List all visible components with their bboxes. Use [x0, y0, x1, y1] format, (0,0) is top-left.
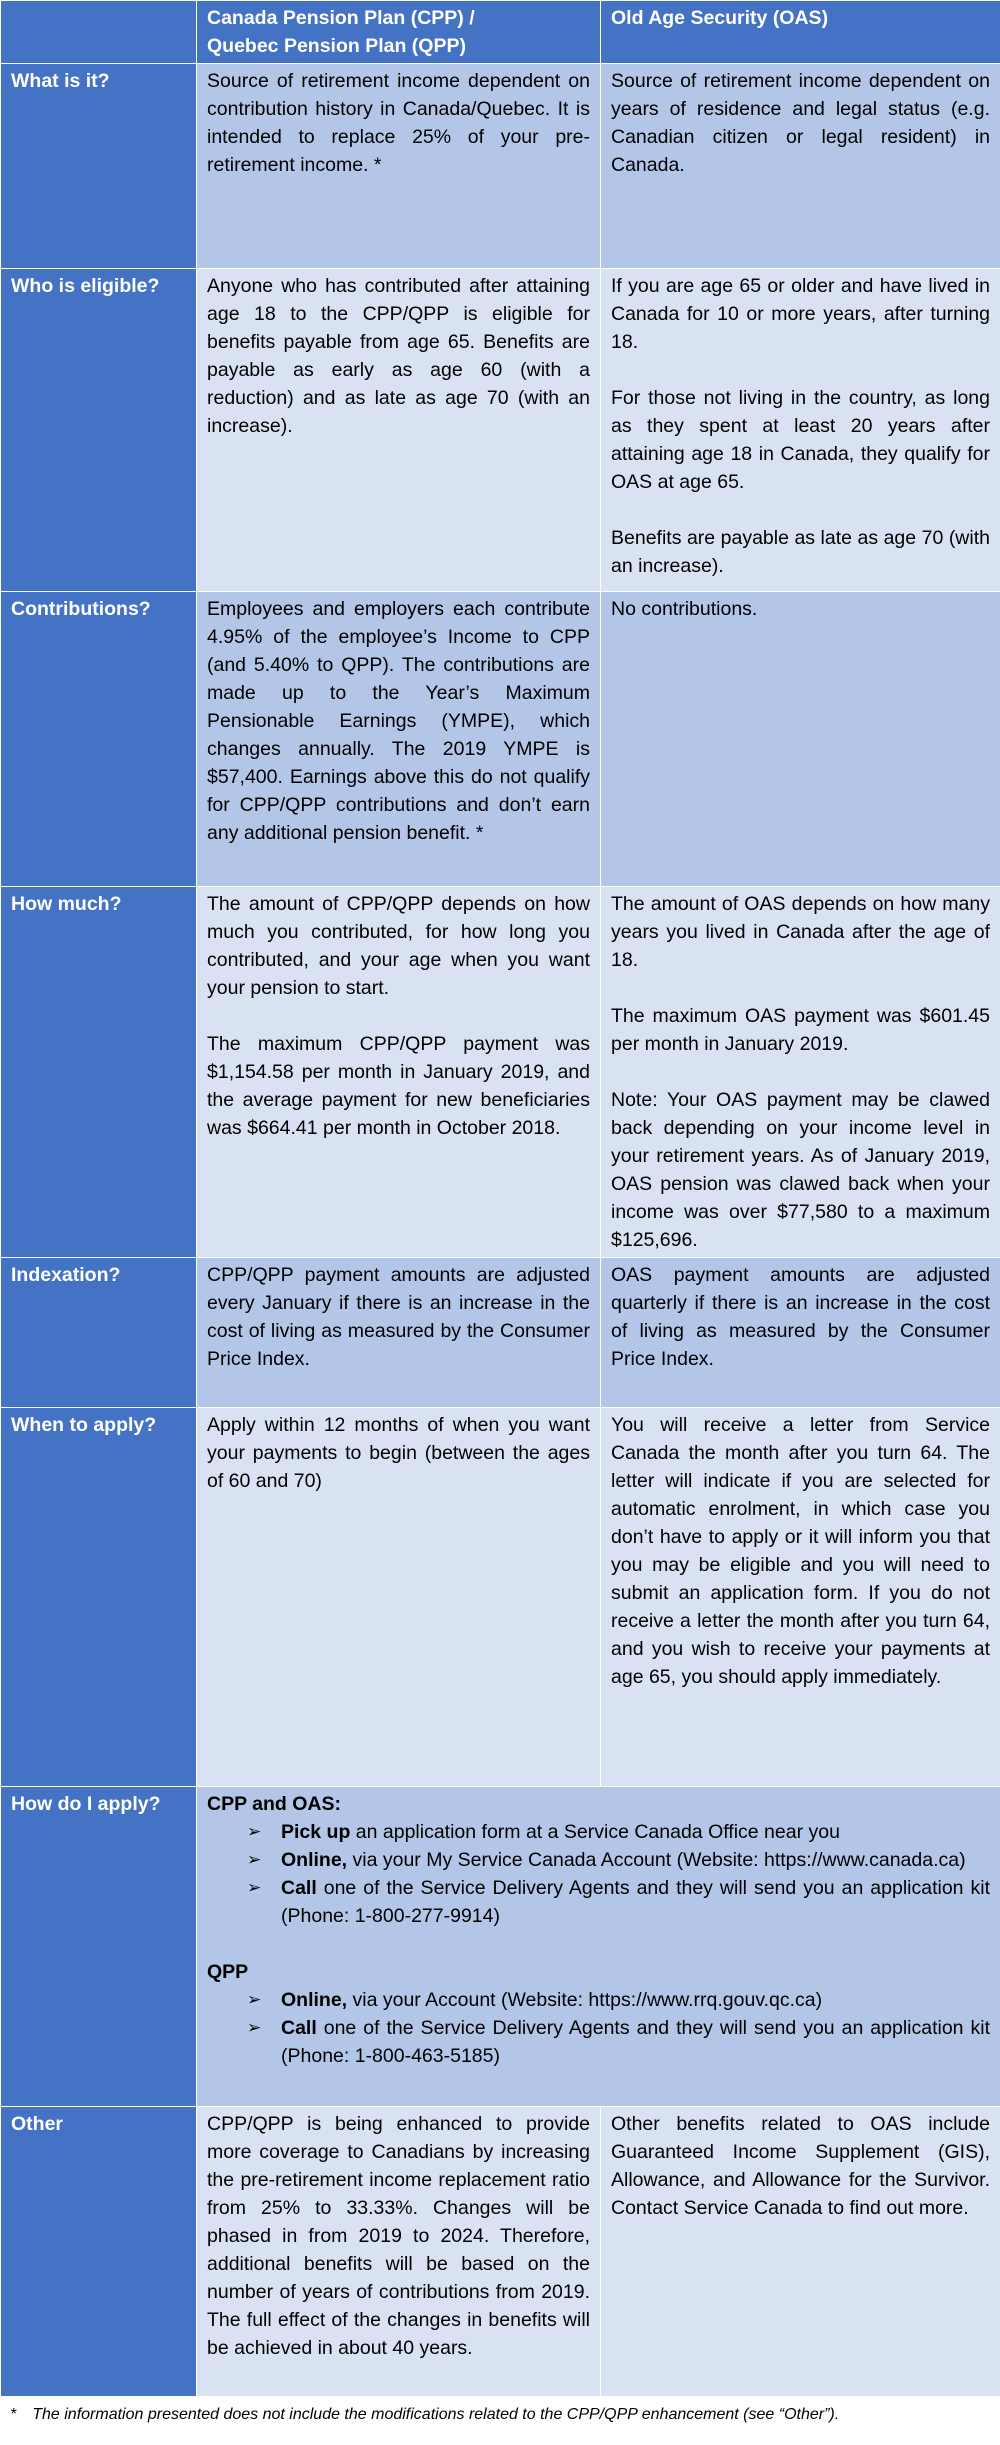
oas-cell: Other benefits related to OAS include Guaranteed Income Supplement (GIS), Allowance, and Allowance for the Survivor. Contact Service Canada to find out more. [601, 2107, 1000, 2397]
list-item: ➢ Call one of the Service Delivery Agents and they will send you an application kit (Phone: 1-800-277-9914) [247, 1874, 990, 1930]
oas-cell: If you are age 65 or older and have lived in Canada for 10 or more years, after turning 18. For those not living in the country, as long as they spent at least 20 years after attaining age 18 in Canada, they qualify for OAS at age 65. Benefits are payable as late as age 70 (with an increase). [601, 269, 1000, 592]
cpp-cell: CPP/QPP is being enhanced to provide more coverage to Canadians by increasing the pre-retirement income replacement ratio from 25% to 33.33%. Changes will be phased in from 2019 to 2024. Therefore, additional benefits will be based on the number of years of contributions from 2019. The full effect of the changes in benefits will be achieved in about 40 years. [197, 2107, 601, 2397]
footnote-marker: * [10, 2406, 17, 2423]
footnote-text: The information presented does not include the modifications related to the CPP/QPP enhancement (see “Other”). [32, 2406, 840, 2423]
row-how-do-i-apply [1, 1787, 1000, 2107]
cpp-cell: CPP/QPP payment amounts are adjusted every January if there is an increase in the cost of living as measured by the Consumer Price Index. [197, 1258, 601, 1408]
cpp-cell: Anyone who has contributed after attaining age 18 to the CPP/QPP is eligible for benefits payable from age 65. Benefits are payable as early as age 60 (with a reduction) and as late as age 70 (with an increase). [197, 269, 601, 592]
oas-cell: Source of retirement income dependent on years of residence and legal status (e.g. Canadian citizen or legal resident) in Canada. [601, 64, 1000, 269]
row-how-much [1, 887, 1000, 1258]
header-corner [1, 1, 197, 64]
row-contributions [1, 592, 1000, 887]
header-oas: Old Age Security (OAS) [601, 1, 1000, 64]
cpp-oas-list [207, 1818, 990, 1930]
footnote [0, 2404, 1000, 2426]
header-cpp-qpp: Canada Pension Plan (CPP) / Quebec Pension Plan (QPP) [197, 1, 601, 64]
cpp-cell: Source of retirement income dependent on contribution history in Canada/Quebec. It is intended to replace 25% of your pre-retirement income. * [197, 64, 601, 269]
cpp-cell: Apply within 12 months of when you want your payments to begin (between the ages of 60 and 70) [197, 1408, 601, 1787]
row-other [1, 2107, 1000, 2397]
row-who-is-eligible [1, 269, 1000, 592]
oas-cell: You will receive a letter from Service Canada the month after you turn 64. The letter will indicate if you are selected for automatic enrolment, in which case you don’t have to apply or it will inform you that you may be eligible and you will need to submit an application form. If you do not receive a letter the month after you turn 64, and you wish to receive your payments at age 65, you should apply immediately. [601, 1408, 1000, 1787]
row-indexation [1, 1258, 1000, 1408]
list-item: ➢ Pick up an application form at a Service Canada Office near you [247, 1818, 990, 1846]
row-what-is-it [1, 64, 1000, 269]
apply-cell [197, 1787, 1000, 2107]
qpp-list [207, 1986, 990, 2070]
cpp-cell: The amount of CPP/QPP depends on how much you contributed, for how long you contributed, and your age when you want your pension to start. The maximum CPP/QPP payment was $1,154.58 per month in January 2019, and the average payment for new beneficiaries was $664.41 per month in October 2018. [197, 887, 601, 1258]
cpp-cell: Employees and employers each contribute 4.95% of the employee’s Income to CPP (and 5.40% to QPP). The contributions are made up to the Year’s Maximum Pensionable Earnings (YMPE), which changes annually. The 2019 YMPE is $57,400. Earnings above this do not qualify for CPP/QPP contributions and don’t earn any additional pension benefit. * [197, 592, 601, 887]
row-label: Indexation? [1, 1258, 197, 1408]
qpp-heading: QPP [207, 1961, 249, 1983]
row-label: When to apply? [1, 1408, 197, 1787]
row-label: How much? [1, 887, 197, 1258]
row-label: Other [1, 2107, 197, 2397]
list-item: ➢ Online, via your My Service Canada Account (Website: https://www.canada.ca) [247, 1846, 990, 1874]
oas-cell: OAS payment amounts are adjusted quarterly if there is an increase in the cost of living as measured by the Consumer Price Index. [601, 1258, 1000, 1408]
arrow-bullet-icon: ➢ [247, 1822, 262, 1842]
oas-cell: No contributions. [601, 592, 1000, 887]
oas-cell: The amount of OAS depends on how many years you lived in Canada after the age of 18. The maximum OAS payment was $601.45 per month in January 2019. Note: Your OAS payment may be clawed back depending on your income level in your retirement years. As of January 2019, OAS pension was clawed back when your income was over $77,580 to a maximum $125,696. [601, 887, 1000, 1258]
cpp-oas-heading: CPP and OAS: [207, 1793, 341, 1815]
arrow-bullet-icon: ➢ [247, 1850, 262, 1870]
list-item: ➢ Call one of the Service Delivery Agents and they will send you an application kit (Phone: 1-800-463-5185) [247, 2014, 990, 2070]
row-label: Contributions? [1, 592, 197, 887]
arrow-bullet-icon: ➢ [247, 1990, 262, 2010]
arrow-bullet-icon: ➢ [247, 2018, 262, 2038]
row-label: What is it? [1, 64, 197, 269]
row-label: How do I apply? [1, 1787, 197, 2107]
list-item: ➢ Online, via your Account (Website: https://www.rrq.gouv.qc.ca) [247, 1986, 990, 2014]
row-label: Who is eligible? [1, 269, 197, 592]
row-when-to-apply [1, 1408, 1000, 1787]
arrow-bullet-icon: ➢ [247, 1878, 262, 1898]
